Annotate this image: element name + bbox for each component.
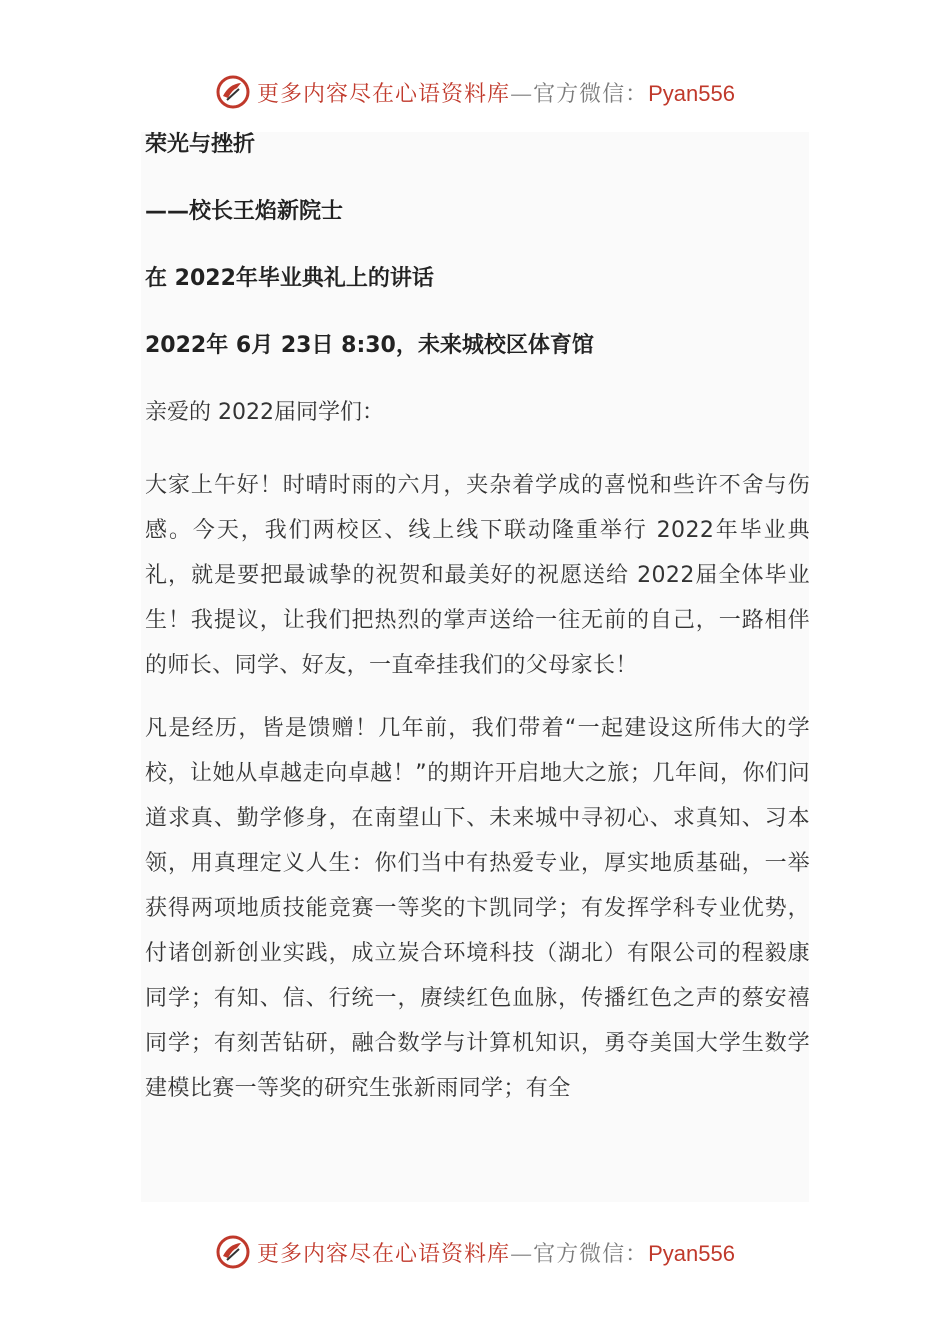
paragraph: 大家上午好！时晴时雨的六月，夹杂着学成的喜悦和些许不舍与伤感。今天，我们两校区、线上线下联动隆重举行 2022年毕业典礼，就是要把最诚挚的祝贺和最美好的祝愿送给 2022届全体毕业生！我提议，让我们把热烈的掌声送给一往无前的自己，一路相伴的师长、同学、好友，一直牵挂我们的父母家长！ [145,473,810,678]
document-byline: ——校长王焰新院士 [145,199,344,224]
document-datetime: 2022年 6月 23日 8:30，未来城校区体育馆 [145,333,594,358]
seal-logo-icon [215,74,251,110]
watermark-text [257,77,735,108]
watermark-text [257,1237,735,1268]
document-occasion: 在 2022年毕业典礼上的讲话 [145,266,434,291]
watermark-id: Pyan556 [648,1240,735,1266]
watermark-brand: 更多内容尽在心语资料库 [257,81,511,107]
watermark-dash: — [510,81,534,107]
seal-logo-icon [215,1234,251,1270]
document-greeting: 亲爱的 2022届同学们： [145,400,384,425]
watermark-dash: — [510,1241,534,1267]
footer-watermark [0,1230,950,1274]
watermark-official: 官方微信： [533,81,649,107]
paragraph: 凡是经历，皆是馈赠！几年前，我们带着“一起建设这所伟大的学校，让她从卓越走向卓越！”的期许开启地大之旅；几年间，你们问道求真、勤学修身，在南望山下、未来城中寻初心、求真知、习本领，用真理定义人生：你们当中有热爱专业，厚实地质基础，一举获得两项地质技能竞赛一等奖的卞凯同学；有发挥学科专业优势，付诸创新创业实践，成立炭合环境科技（湖北）有限公司的程毅康同学；有知、信、行统一，赓续红色血脉，传播红色之声的蔡安禧同学；有刻苦钻研，融合数学与计算机知识，勇夺美国大学生数学建模比赛一等奖的研究生张新雨同学；有全 [145,716,810,1101]
watermark-brand: 更多内容尽在心语资料库 [257,1241,511,1267]
header-watermark [0,70,950,114]
document-title: 荣光与挫折 [145,132,256,157]
watermark-official: 官方微信： [533,1241,649,1267]
watermark-id: Pyan556 [648,80,735,106]
document-body [145,128,810,1129]
